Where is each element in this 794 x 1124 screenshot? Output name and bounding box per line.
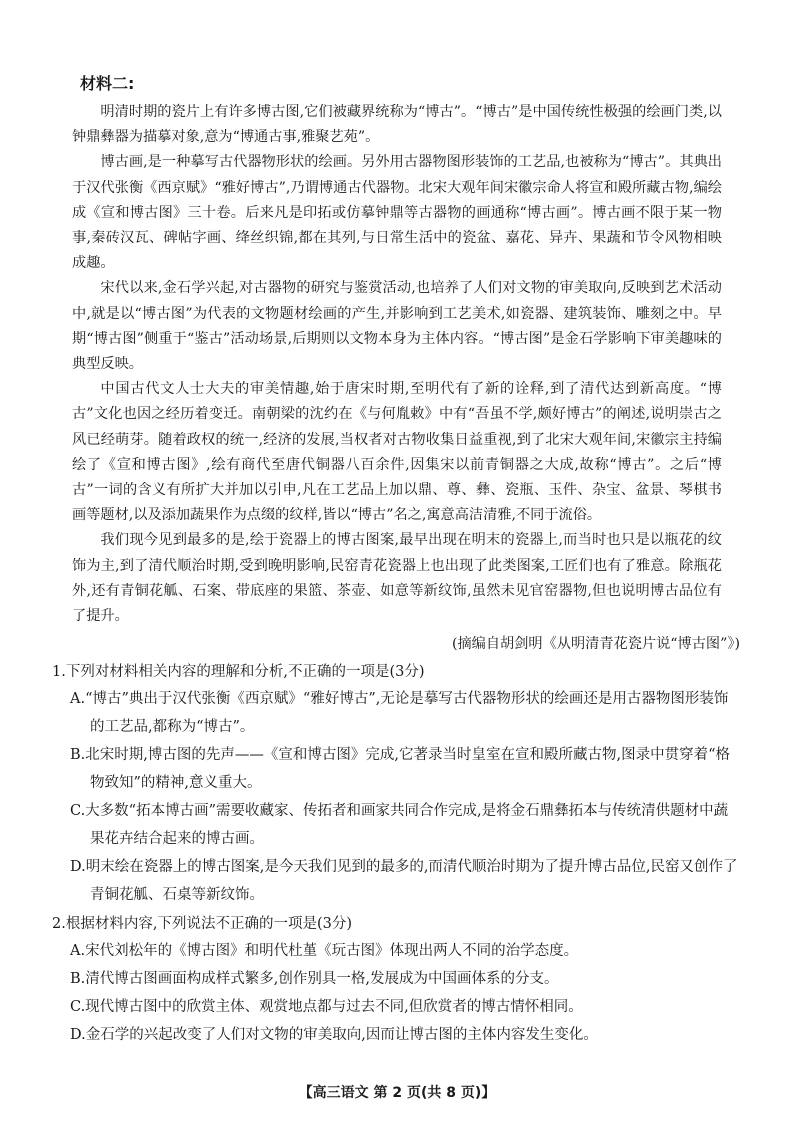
option-b: B.清代博古图画面构成样式繁多,创作别具一格,发展成为中国画体系的分支。 [70,971,559,988]
option-c: C.大多数“拓本博古画”需要收藏家、传拓者和画家共同合作完成,是将金石鼎彝拓本与传统清供题材中蔬果花卉结合起来的博古画。 [70,803,729,848]
paragraph: 明清时期的瓷片上有许多博古图,它们被藏界统称为“博古”。“博古”是中国传统性极强的绘画门类,以钟鼎彝器为描摹对象,意为“博通古事,雅聚艺苑”。 [72,104,722,146]
option-d: D.明末绘在瓷器上的博古图案,是今天我们见到的最多的,而清代顺治时期为了提升博古品位,民窑又创作了青铜花觚、石桌等新纹饰。 [70,859,738,904]
paragraph: 宋代以来,金石学兴起,对古器物的研究与鉴赏活动,也培养了人们对文物的审美取向,反映到艺术活动中,就是以“博古图”为代表的文物题材绘画的产生,并影响到工艺美术,如瓷器、建筑装饰、雕刻之中。早期“博古图”侧重于“鉴古”活动场景,后期则以文物本身为主体内容。“博古图”是金石学影响下审美趣味的典型反映。 [72,280,722,373]
option-d: D.金石学的兴起改变了人们对文物的审美取向,因而让博古图的主体内容发生变化。 [70,1027,598,1044]
question-1 [52,659,738,909]
question-2 [52,911,722,1049]
paragraph: 中国古代文人士大夫的审美情趣,始于唐宋时期,至明代有了新的诠释,到了清代达到新高度。“博古”文化也因之经历着变迁。南朝梁的沈约在《与何胤敕》中有“吾虽不学,颇好博古”的阐述,说明崇古之风已经萌芽。随着政权的统一,经济的发展,当权者对古物收集日益重视,到了北宋大观年间,宋徽宗主持编绘了《宣和博古图》,绘有商代至唐代铜器八百余件,因集宋以前青铜器之大成,故称“博古”。之后“博古”一词的含义有所扩大并加以引申,凡在工艺品上加以鼎、尊、彝、瓷瓶、玉件、杂宝、盆景、琴棋书画等题材,以及添加蔬果作为点缀的纹样,皆以“博古”名之,寓意高洁清雅,不同于流俗。 [72,381,722,524]
paragraph: 博古画,是一种摹写古代器物形状的绘画。另外用古器物图形装饰的工艺品,也被称为“博古”。其典出于汉代张衡《西京赋》“雅好博古”,乃谓博通古代器物。北宋大观年间宋徽宗命人将宣和殿所藏古物,编绘成《宣和博古图》三十卷。后来凡是印拓或仿摹钟鼎等古器物的画通称“博古画”。博古画不限于某一物事,秦砖汉瓦、碑帖字画、绛丝织锦,都在其列,与日常生活中的瓷盆、嘉花、异卉、果蔬和节令风物相映成趣。 [72,154,722,272]
page-footer: 【高三语文 第 2 页(共 8 页)】 [298,1085,496,1101]
paragraph: 我们现今见到最多的是,绘于瓷器上的博古图案,最早出现在明末的瓷器上,而当时也只是以瓶花的纹饰为主,到了清代顺治时期,受到晚明影响,民窑青花瓷器上也出现了此类图案,工匠们也有了雅意。除瓶花外,还有青铜花觚、石案、带底座的果篮、茶壶、如意等新纹饰,虽然未见官窑器物,但也说明博古品位有了提升。 [72,532,722,625]
option-c: C.现代博古图中的欣赏主体、观赏地点都与过去不同,但欣赏者的博古情怀相同。 [70,999,583,1016]
question-stem: 1.下列对材料相关内容的理解和分析,不正确的一项是(3分) [52,664,425,681]
section-title: 材料二: [80,74,135,93]
option-a: A.“博古”典出于汉代张衡《西京赋》“雅好博古”,无论是摹写古代器物形状的绘画还是用古器物图形装饰的工艺品,都称为“博古”。 [70,691,729,736]
source-citation: (摘编自胡剑明《从明清青花瓷片说“博古图”》) [451,636,740,653]
option-a: A.宋代刘松年的《博古图》和明代杜堇《玩古图》体现出两人不同的治学态度。 [70,943,579,960]
option-b: B.北宋时期,博古图的先声——《宣和博古图》完成,它著录当时皇室在宣和殿所藏古物,图录中贯穿着“格物致知”的精神,意义重大。 [70,747,731,792]
question-stem: 2.根据材料内容,下列说法不正确的一项是(3分) [52,916,352,933]
